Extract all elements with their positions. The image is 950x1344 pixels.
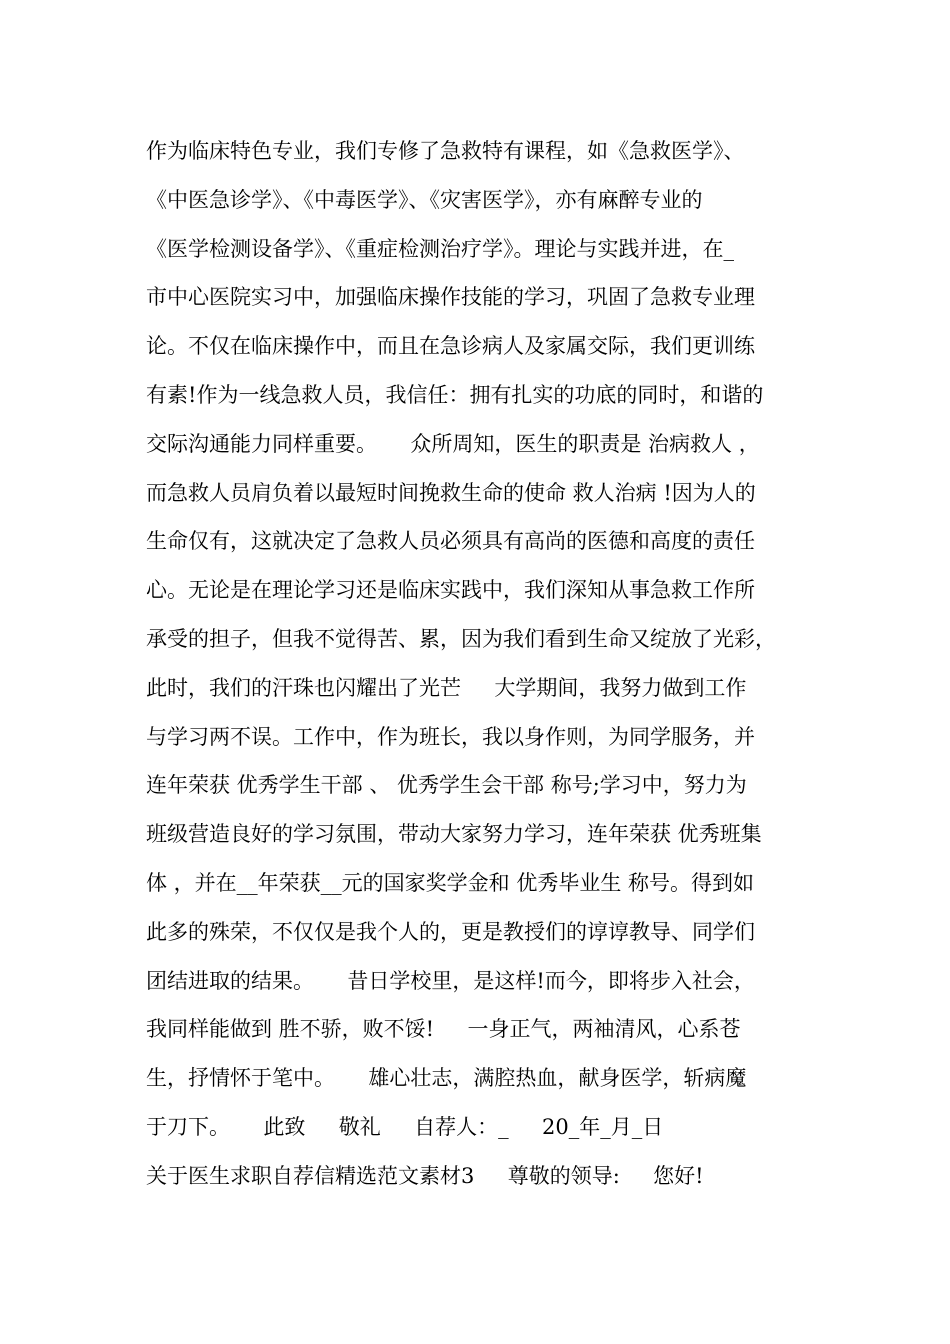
text-line: 《医学检测设备学》、《重症检测治疗学》。理论与实践并进，在_: [146, 236, 734, 261]
text-line: 此时，我们的汗珠也闪耀出了光芒 大学期间，我努力做到工作: [146, 675, 747, 700]
text-line: 关于医生求职自荐信精选范文素材3 尊敬的领导: 您好!: [146, 1163, 704, 1188]
text-line: 交际沟通能力同样重要。 众所周知，医生的职责是 治病救人 ，: [146, 431, 760, 456]
text-line: 于刀下。 此致 敬礼 自荐人：_ 20_年_月_日: [146, 1114, 664, 1139]
text-line: 《中医急诊学》、《中毒医学》、《灾害医学》，亦有麻醉专业的: [146, 187, 703, 212]
text-line: 我同样能做到 胜不骄，败不馁! 一身正气，两袖清风，心系苍: [146, 1017, 741, 1042]
text-line: 与学习两不误。工作中，作为班长，我以身作则，为同学服务，并: [146, 724, 755, 749]
text-line: 作为临床特色专业，我们专修了急救特有课程，如《急救医学》、: [146, 139, 745, 163]
text-line: 生命仅有，这就决定了急救人员必须具有高尚的医德和高度的责任: [146, 529, 755, 554]
text-line: 有素!作为一线急救人员，我信任：拥有扎实的功底的同时，和谐的: [146, 382, 764, 407]
text-line: 生，抒情怀于笔中。 雄心壮志，满腔热血，献身医学，斩病魔: [146, 1066, 747, 1091]
text-line: 承受的担子，但我不觉得苦、累，因为我们看到生命又绽放了光彩，: [146, 626, 776, 651]
body-text: [146, 127, 816, 1201]
text-line: 市中心医院实习中，加强临床操作技能的学习，巩固了急救专业理: [146, 285, 755, 310]
text-line: 心。无论是在理论学习还是临床实践中，我们深知从事急救工作所: [146, 578, 755, 603]
text-line: 此多的殊荣，不仅仅是我个人的，更是教授们的谆谆教导、同学们: [146, 919, 755, 944]
text-line: 体 ，并在__年荣获__元的国家奖学金和 优秀毕业生 称号。得到如: [146, 870, 755, 895]
text-line: 班级营造良好的学习氛围，带动大家努力学习，连年荣获 优秀班集: [146, 822, 762, 847]
text-line: 而急救人员肩负着以最短时间挽救生命的使命 救人治病 !因为人的: [146, 480, 756, 505]
text-line: 连年荣获 优秀学生干部 、 优秀学生会干部 称号;学习中，努力为: [146, 773, 747, 798]
text-line: 论。不仅在临床操作中，而且在急诊病人及家属交际，我们更训练: [146, 334, 755, 359]
text-line: 团结进取的结果。 昔日学校里，是这样!而今，即将步入社会，: [146, 968, 755, 993]
